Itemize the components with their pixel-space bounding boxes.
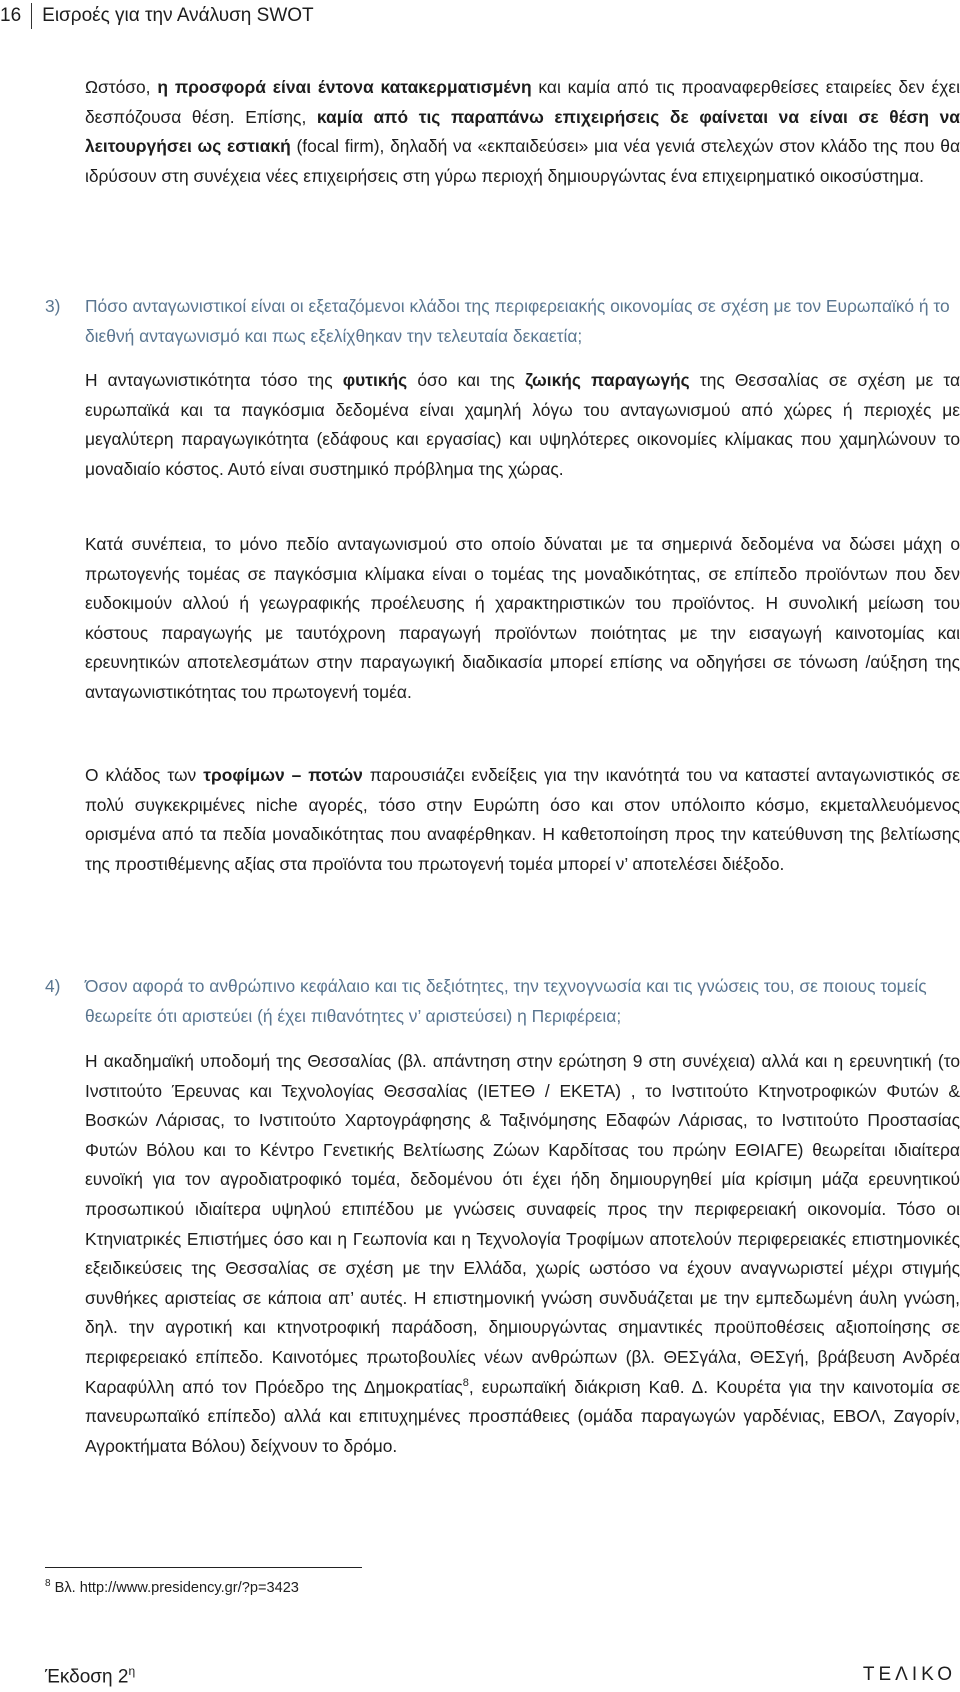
paragraph-fragmented-supply: Ωστόσο, η προσφορά είναι έντονα κατακερματισμένη και καμία από τις προαναφερθείσες εταιρείες δεν έχει δεσπόζουσα θέση. Επίσης, καμία από τις παραπάνω επιχειρήσεις δε φαίνεται να είναι σε θέση να λειτουργήσει ως εστιακή (focal firm), δηλαδή να «εκπαιδεύσει» μια νέα γενιά στελεχών στον κλάδο της που θα ιδρύσουν στη συνέχεια νέες επιχειρήσεις στη γύρω περιοχή δημιουργώντας ένα επιχειρηματικό οικοσύστημα. (85, 77, 960, 186)
question-number: 3) (45, 296, 61, 316)
document-status: ΤΕΛΙΚΟ (862, 1664, 956, 1685)
question-3 (45, 292, 960, 351)
header-title: Εισροές για την Ανάλυση SWOT (42, 5, 314, 26)
paragraph-human-capital: Η ακαδημαϊκή υποδομή της Θεσσαλίας (βλ. απάντηση στην ερώτηση 9 στη συνέχεια) αλλά και η ερευνητική (το Ινστιτούτο Έρευνας και Τεχνολογίας Θεσσαλίας (ΙΕΤΕΘ / ΕΚΕΤΑ) , το Ινστιτούτο Κτηνοτροφικών Φυτών & Βοσκών Λάρισας, το Ινστιτούτο Χαρτογράφησης & Ταξινόμησης Εδαφών Λάρισας, το Ινστιτούτο Προστασίας Φυτών Βόλου και το Κέντρο Γενετικής Βελτίωσης Ζώων Καρδίτσας του πρώην ΕΘΙΑΓΕ) θεωρείται ιδιαίτερα ευνοϊκή για τον αγροδιατροφικό τομέα, δεδομένου ότι έχει ήδη δημιουργηθεί μία κρίσιμη μάζα ερευνητικού προσωπικού ιδιαίτερα υψηλού επιπέδου με γνώσεις συναφείς προς την περιφερειακή οικονομία. Τόσο οι Κτηνιατρικές Επιστήμες όσο και η Γεωπονία και η Τεχνολογία Τροφίμων αποτελούν περιφερειακές επιστημονικές εξειδικεύσεις της Θεσσαλίας σε σχέση με την Ελλάδα, χωρίς ωστόσο να έχουν αναγνωριστεί μέχρι στιγμής συνθήκες αριστείας σε κάποια απ’ αυτές. Η επιστημονική γνώση συνδυάζεται με την εμπεδωμένη άυλη γνώση, δηλ. την αγροτική και κτηνοτροφική παράδοση, δημιουργώντας σημαντικές προϋποθέσεις αξιοποίησης σε περιφερειακό επίπεδο. Καινοτόμες πρωτοβουλίες νέων ανθρώπων (βλ. ΘΕΣγάλα, ΘΕΣγή, βράβευση Ανδρέα Καραφύλλη από τον Πρόεδρο της Δημοκρατίας$^8$, ευρωπαϊκή διάκριση Καθ. Δ. Κουρέτα για την καινοτομία σε πανευρωπαϊκό επίπεδο) αλλά και επιτυχημένες προσπάθειες (ομάδα παραγωγών γαρδένιας, ΕΒΟΛ, Ζαγορίν, Αγροκτήματα Βόλου) δείχνουν το δρόμο. (85, 1051, 960, 1456)
footnote (45, 1578, 299, 1596)
footnote-divider (45, 1567, 362, 1568)
question-4 (45, 972, 960, 1031)
footnote-reference: 8 (462, 1376, 469, 1389)
footnote-marker: 8 (45, 1578, 51, 1589)
question-text: Όσον αφορά το ανθρώπινο κεφάλαιο και τις δεξιότητες, την τεχνογνωσία και τις γνώσεις του, σε ποιους τομείς θεωρείτε ότι αριστεύει (ή έχει πιθανότητες ν’ αριστεύσει) η Περιφέρεια; (85, 976, 927, 1026)
page-header (0, 2, 314, 30)
footnote-text: Βλ. http://www.presidency.gr/?p=3423 (50, 1579, 299, 1596)
question-text: Πόσο ανταγωνιστικοί είναι οι εξεταζόμενοι κλάδοι της περιφερειακής οικονομίας σε σχέση με τον Ευρωπαϊκό ή το διεθνή ανταγωνισμό και πως εξελίχθηκαν την τελευταία δεκαετία; (85, 296, 950, 346)
paragraph-competitiveness: Η ανταγωνιστικότητα τόσο της φυτικής όσο και της ζωικής παραγωγής της Θεσσαλίας σε σχέση με τα ευρωπαϊκά και τα παγκόσμια δεδομένα είναι χαμηλή λόγω του ανταγωνισμού από χώρες ή περιοχές με μεγαλύτερη παραγωγικότητα (εδάφους και εργασίας) και υψηλότερες οικονομίες κλίμακας που χαμηλώνουν το μοναδιαίο κόστος. Αυτό είναι συστημικό πρόβλημα της χώρας. (85, 370, 960, 479)
paragraph-uniqueness: Κατά συνέπεια, το μόνο πεδίο ανταγωνισμού στο οποίο δύναται με τα σημερινά δεδομένα να δώσει μάχη ο πρωτογενής τομέας σε παγκόσμια κλίμακα είναι ο τομέας της μοναδικότητας, σε επίπεδο προϊόντων που δεν ευδοκιμούν αλλού ή γεωγραφικής προέλευσης ή χαρακτηριστικών του προϊόντος. Η συνολική μείωση του κόστους παραγωγής με ταυτόχρονη παραγωγή προϊόντων ποιότητας με την εισαγωγή καινοτομίας και ερευνητικών αποτελεσμάτων στην παραγωγική διαδικασία μπορεί επίσης να οδηγήσει σε τόνωση /αύξηση της ανταγωνιστικότητας του πρωτογενή τομέα. (85, 534, 960, 702)
page-number: 16 (0, 5, 22, 26)
paragraph-food-beverage: Ο κλάδος των τροφίμων – ποτών παρουσιάζει ενδείξεις για την ικανότητά του να καταστεί ανταγωνιστικός σε πολύ συγκεκριμένες niche αγορές, τόσο στην Ευρώπη όσο και στον υπόλοιπο κόσμο, εκμεταλλευόμενος ορισμένα από τα πεδία μοναδικότητας που αναφέρθηκαν. Η καθετοποίηση προς την κατεύθυνση της βελτίωσης της προστιθέμενης αξίας στα προϊόντα του πρωτογενή τομέα μπορεί ν’ αποτελέσει διέξοδο. (85, 765, 960, 874)
edition-label: Έκδοση $2^\eta$ (45, 1664, 136, 1688)
header-divider (31, 3, 32, 29)
question-number: 4) (45, 976, 61, 996)
